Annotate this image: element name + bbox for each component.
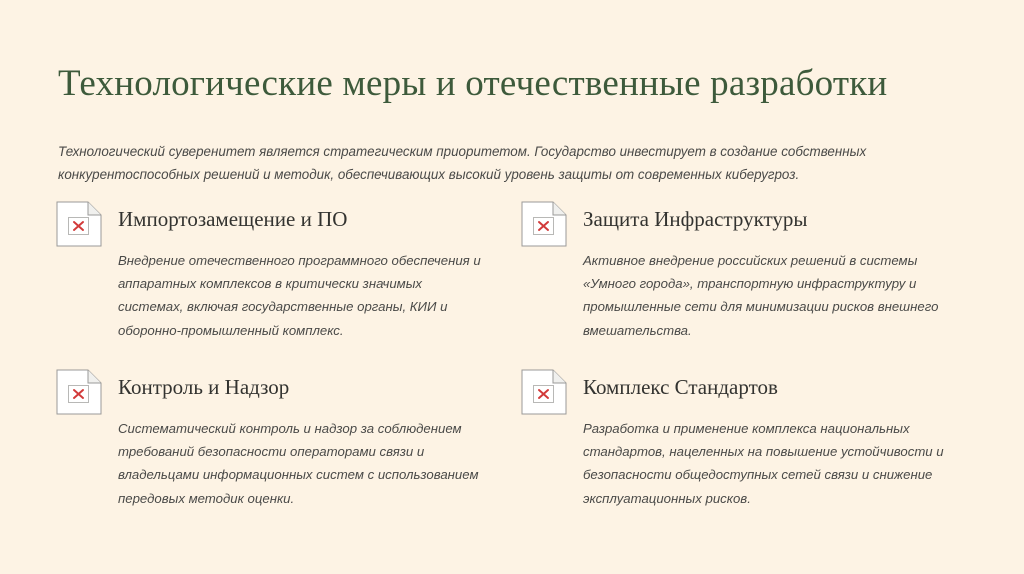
broken-image-icon bbox=[56, 369, 102, 415]
card-body: Систематический контроль и надзор за соблюдением требований безопасности операторами связи и владельцами информационных систем с использованием передовых методик оценки. bbox=[118, 421, 479, 506]
broken-image-icon bbox=[521, 201, 567, 247]
broken-image-icon bbox=[56, 201, 102, 247]
broken-image-icon bbox=[521, 369, 567, 415]
card-title: Защита Инфраструктуры bbox=[583, 207, 808, 231]
card-title: Комплекс Стандартов bbox=[583, 375, 778, 399]
card-body: Внедрение отечественного программного обеспечения и аппаратных комплексов в критически значимых системах, включая государственные органы, КИИ и оборонно-промышленный комплекс. bbox=[118, 253, 481, 338]
page-title: Технологические меры и отечественные разработки bbox=[58, 63, 888, 104]
intro-text: Технологический суверенитет является стратегическим приоритетом. Государство инвестирует в создание собственных конкурентоспособных решений и методик, обеспечивающих высокий уровень защиты от современных киберугроз. bbox=[58, 144, 867, 182]
card-body: Разработка и применение комплекса национальных стандартов, нацеленных на повышение устойчивости и безопасности общедоступных сетей связи и снижение эксплуатационных рисков. bbox=[583, 421, 944, 506]
card-body: Активное внедрение российских решений в системы «Умного города», транспортную инфраструктуру и промышленные сети для минимизации рисков внешнего вмешательства. bbox=[583, 253, 939, 338]
card-title: Контроль и Надзор bbox=[118, 375, 290, 399]
card-title: Импортозамещение и ПО bbox=[118, 207, 348, 231]
